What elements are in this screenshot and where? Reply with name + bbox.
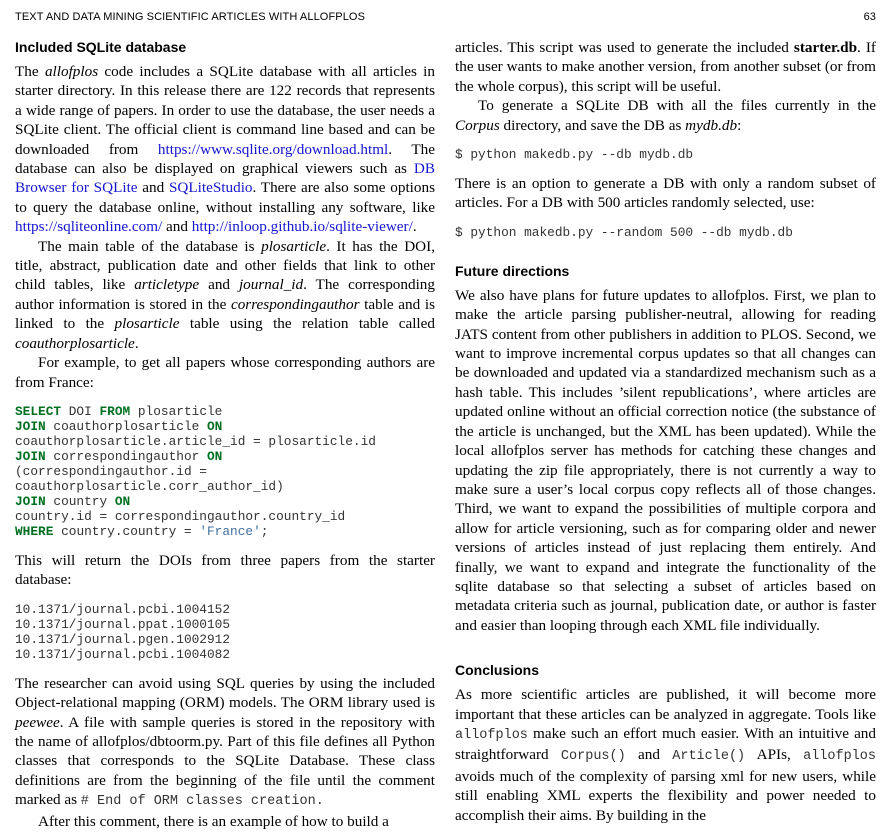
link-sqlite-viewer[interactable]: http://inloop.github.io/sqlite-viewer/ [191,218,413,236]
text: . [134,334,139,352]
emph: coauthorplosarticle [15,334,135,352]
code: ; [260,523,269,539]
bold-starter-db: starter.db [793,39,858,56]
paragraph-return: This will return the DOIs from three papers from the starter database: [15,551,435,589]
emph-allofplos: allofplos [44,63,99,80]
link-sqlitestudio[interactable]: SQLiteStudio [168,179,253,197]
emph: mydb.db [685,116,738,134]
text: and [199,276,239,294]
doi-list [15,602,435,662]
text: and [162,218,192,236]
code: correspondingauthor [45,448,207,464]
text: . A file with sample queries is stored in the repository with the name of allofplos/dbtoorm.py. Part of this file defines all Python classes that corresponds to the SQLite Database. These class definitions are from the beginning of the file until the comment marked as [15,713,435,809]
text: make such an effort much easier. With an intuitive and straightforward [455,724,876,764]
paragraph-orm [15,674,435,812]
code: coauthorplosarticle.corr_author_id) [15,478,284,494]
paragraph-main-table [15,237,435,353]
inline-code: Corpus() [560,749,626,765]
inline-code: allofplos [455,727,528,743]
string: 'France' [199,523,261,539]
inline-code: allofplos [803,749,877,765]
command-makedb-random: $ python makedb.py --random 500 --db mydb.db [455,224,793,240]
inline-code: Article() [672,749,746,765]
page-number: 63 [863,11,876,23]
text: articles. This script was used to generate the included [455,39,794,56]
paragraph-conclusions [455,685,876,825]
emph: plosarticle [114,315,180,333]
code: coauthorplosarticle.article_id = plosarticle.id [15,433,376,449]
running-title: TEXT AND DATA MINING SCIENTIFIC ARTICLES WITH ALLOFPLOS [15,11,366,23]
text: The [15,63,45,80]
paragraph-generate [455,96,876,135]
paragraph-random: There is an option to generate a DB with only a random subset of articles. For a DB with 500 articles randomly selected, use: [455,175,876,212]
inline-code: # End of ORM classes creation. [80,794,324,810]
emph-peewee: peewee [15,713,60,731]
text: The main table of the database is [38,237,262,255]
emph: journal_id [238,276,304,294]
code: country.country = [53,523,200,539]
right-column [455,38,876,825]
kw: ON [207,418,223,434]
code: country [45,493,115,509]
section-heading-conclusions: Conclusions [455,662,540,679]
text: directory, and save the DB as [499,116,686,134]
kw: WHERE [15,523,54,539]
text: code includes a SQLite database with all articles in starter directory. In this release there are 122 records that represents a wide range of papers. In order to use the database, the user needs a SQLite client. The official client is command line based and can be downloaded from [15,63,435,158]
doi-item: 10.1371/journal.ppat.1000105 [15,616,231,632]
kw: SELECT [15,403,62,419]
kw: JOIN [15,418,46,434]
section-heading-future: Future directions [455,262,570,279]
code: plosarticle [130,403,223,419]
paragraph-sqlite-intro [15,62,435,237]
command-makedb: $ python makedb.py --db mydb.db [455,147,694,163]
emph: correspondingauthor [230,295,360,313]
code: coauthorplosarticle [45,418,207,434]
paragraph-script [455,38,876,96]
text: . The database can also be displayed on graphical viewers such as [15,140,435,178]
section-heading-sqlite: Included SQLite database [15,39,187,55]
link-db-browser[interactable]: DB Browser for SQLite [15,160,435,197]
text: The researcher can avoid using SQL queries by using the included Object-relational mapping (ORM) models. The ORM library used is [15,674,435,712]
left-column [15,38,435,831]
paragraph-future: We also have plans for future updates to allofplos. First, we plan to make the article parsing publisher-neutral, allowing for reading JATS content from other publishers in addition to PLOS. Second, we want to improve incremental corpus updates so that all changes can be downloaded and updated via a standardized mechanism such as a hash table. This includes ’silent republications’, where articles are updated online without an official correction notice (the substance of the article is unchanged, but the XML has been updated). While the local allofplos server has methods for catching these changes and updating the zip file appropriately, there is not currently a way to make sure a user’s local corpus copy reflects all of those changes. Third, we want to expand the possibilities of multiple corpora and allow for article versioning, such as for comparing older and newer versions of articles instead of just replacing them entirely. And finally, we want to expand and integrate the functionality of the sqlite database so that selecting a subset of articles based on metadata criteria such as journal, publication date, or author is faster and easier than looping through each XML file individually. [455,286,876,634]
doi-item: 10.1371/journal.pgen.1002912 [15,631,231,647]
kw: ON [114,493,131,509]
text: As more scientific articles are published, it will become more important that these articles can be analyzed in aggregate. Tools like [455,686,876,723]
kw: JOIN [15,493,46,509]
text: table and is linked to the [15,295,435,333]
text: : [737,116,742,134]
code: DOI [61,403,100,419]
text: To generate a SQLite DB with all the files currently in the [478,97,876,115]
text: . [412,218,417,236]
emph: articletype [134,276,200,294]
code: country.id = correspondingauthor.country_id [15,508,346,524]
text: table using the relation table called [179,315,435,333]
sql-code-block [15,404,435,539]
link-sqlite-download[interactable]: https://www.sqlite.org/download.html [157,140,389,158]
text: and [137,179,169,197]
text: . If the user wants to make another version, from another subset (or from the whole corpus), this script will be useful. [455,39,876,95]
doi-item: 10.1371/journal.pcbi.1004082 [15,646,231,662]
text: and [625,746,673,764]
link-sqliteonline[interactable]: https://sqliteonline.com/ [15,218,163,236]
kw: JOIN [15,448,46,464]
paragraph-after-comment: After this comment, there is an example of how to build a [38,812,389,830]
text: APIs, [745,746,804,764]
emph: Corpus [455,116,500,134]
code: (correspondingauthor.id = [15,463,207,479]
running-header [15,11,876,23]
text: . There are also some options to query the database online, without installing any software, like [15,179,435,216]
doi-item: 10.1371/journal.pcbi.1004152 [15,601,231,617]
text: avoids much of the complexity of parsing xml for new users, while still enabling XML experts the flexibility and power needed to accomplish their aims. By building in the [455,767,876,824]
emph: plosarticle [261,237,327,255]
text: . It has the DOI, title, abstract, publication date and other fields that link to other child tables, like [15,237,435,294]
kw: ON [207,448,223,464]
kw: FROM [99,403,131,419]
paragraph-example: For example, to get all papers whose corresponding authors are from France: [15,354,435,391]
text: . The corresponding author information is stored in the [15,276,435,313]
